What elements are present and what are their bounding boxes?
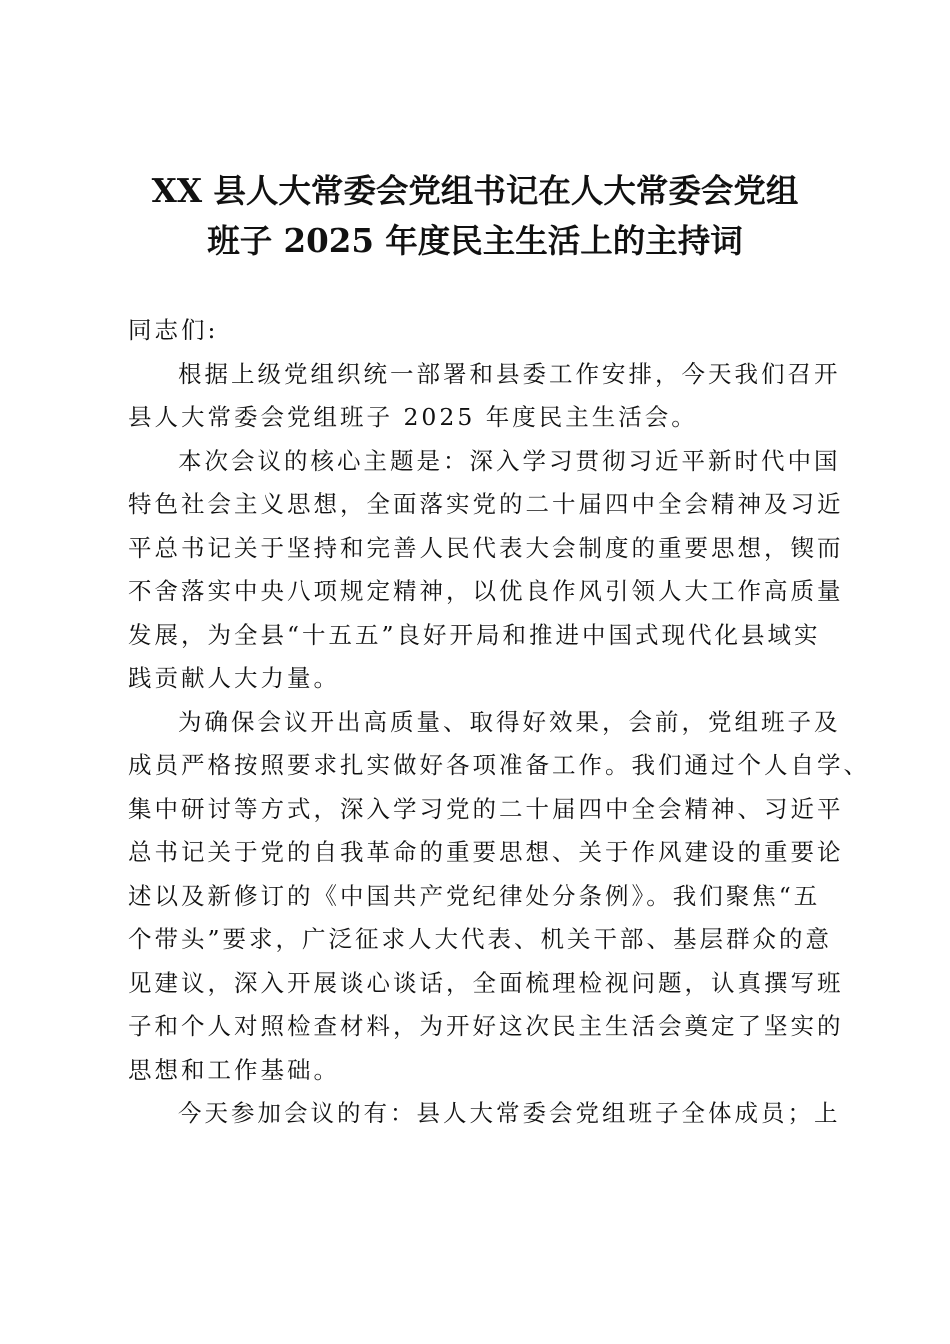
paragraph-line: 集中研讨等方式，深入学习党的二十届四中全会精神、习近平 [128, 794, 844, 823]
paragraph-line: 子和个人对照检查材料，为开好这次民主生活会奠定了坚实的 [128, 1012, 844, 1040]
paragraph-1 [128, 353, 841, 440]
paragraph-line: 思想和工作基础。 [128, 1055, 340, 1084]
paragraph-line: 根据上级党组织统一部署和县委工作安排，今天我们召开 [178, 359, 841, 388]
paragraph-line: 发展，为全县“十五五”良好开局和推进中国式现代化县域实 [128, 620, 821, 649]
document-title [118, 166, 832, 266]
paragraph-4 [128, 1092, 841, 1136]
title-line-2: 班子 2025 年度民主生活上的主持词 [207, 221, 743, 260]
paragraph-line: 本次会议的核心主题是：深入学习贯彻习近平新时代中国 [178, 446, 841, 475]
paragraph-3 [128, 701, 870, 1093]
paragraph-line: 成员严格按照要求扎实做好各项准备工作。我们通过个人自学、 [128, 751, 870, 779]
paragraph-line: 县人大常委会党组班子 2025 年度民主生活会。 [128, 403, 698, 431]
paragraph-2 [128, 440, 844, 701]
paragraph-line: 见建议，深入开展谈心谈话，全面梳理检视问题，认真撰写班 [128, 968, 844, 997]
paragraph-line: 为确保会议开出高质量、取得好效果，会前，党组班子及 [178, 707, 841, 736]
salutation: 同志们: [128, 316, 219, 344]
paragraph-line: 述以及新修订的《中国共产党纪律处分条例》。我们聚焦“五 [128, 881, 821, 910]
paragraph-line: 特色社会主义思想，全面落实党的二十届四中全会精神及习近 [128, 490, 844, 518]
document-body [128, 309, 870, 1136]
paragraph-line: 今天参加会议的有：县人大常委会党组班子全体成员；上 [178, 1099, 841, 1127]
paragraph-line: 平总书记关于坚持和完善人民代表大会制度的重要思想，锲而 [128, 533, 844, 562]
title-line-1: XX 县人大常委会党组书记在人大常委会党组 [151, 171, 799, 210]
paragraph-line: 个带头”要求，广泛征求人大代表、机关干部、基层群众的意 [128, 925, 833, 953]
paragraph-line: 不舍落实中央八项规定精神，以优良作风引领人大工作高质量 [128, 577, 844, 605]
paragraph-line: 总书记关于党的自我革命的重要思想、关于作风建设的重要论 [128, 838, 844, 866]
paragraph-line: 践贡献人大力量。 [128, 664, 340, 692]
